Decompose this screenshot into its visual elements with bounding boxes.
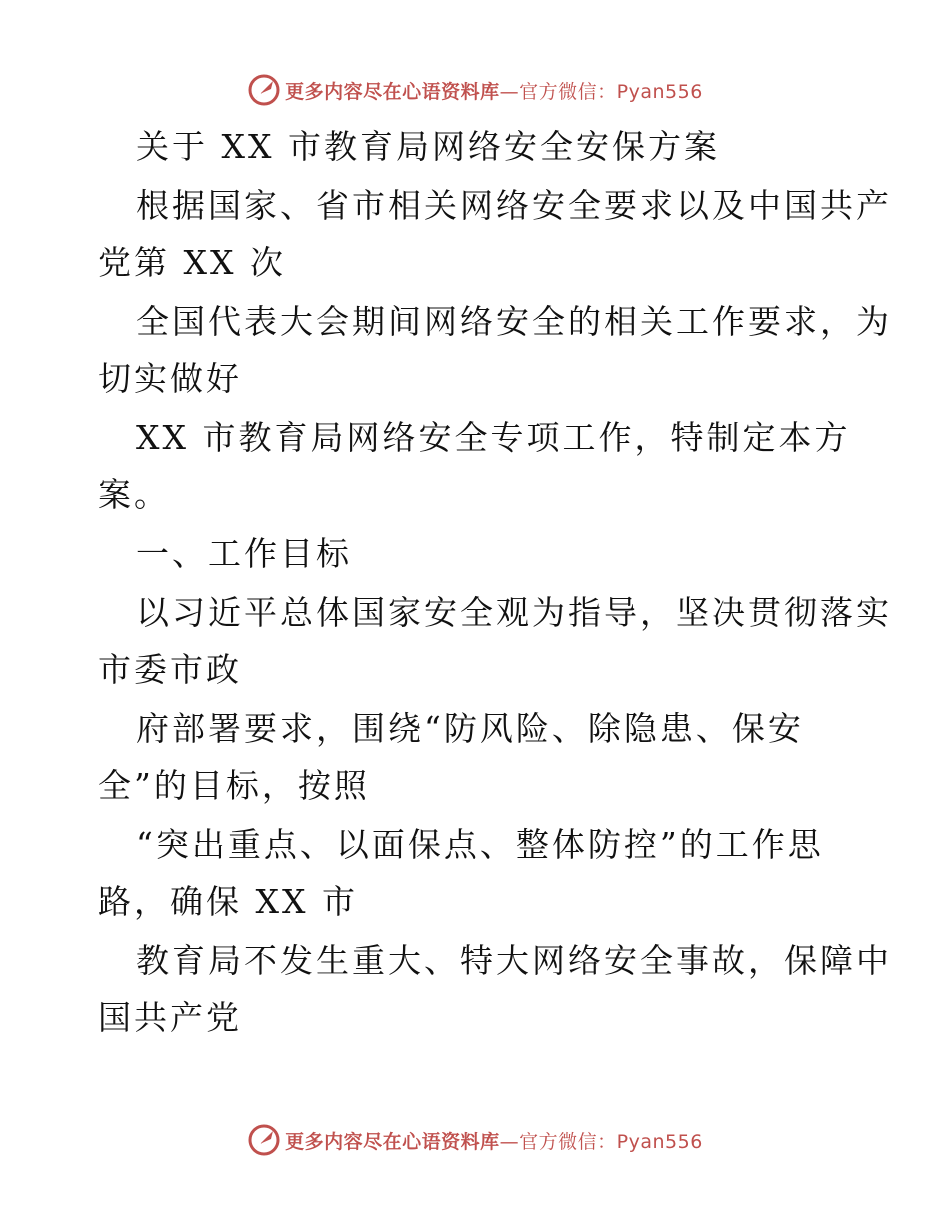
watermark-text: [285, 1127, 703, 1154]
watermark-tail: 官方微信：Pyan556: [519, 1130, 703, 1153]
doc-line: 根据国家、省市相关网络安全要求以及中国共产: [136, 186, 892, 225]
doc-line: 国共产党: [98, 998, 242, 1037]
watermark-dash: —: [499, 80, 520, 103]
doc-line: 路，确保 XX 市: [98, 882, 358, 921]
doc-line: 切实做好: [98, 359, 242, 398]
watermark-dash: —: [499, 1130, 520, 1153]
section-heading: 一、工作目标: [136, 534, 352, 573]
watermark-main: 更多内容尽在心语资料库: [285, 1130, 500, 1153]
doc-line: 党第 XX 次: [98, 243, 286, 282]
doc-line: 教育局不发生重大、特大网络安全事故，保障中: [136, 941, 892, 980]
watermark-main: 更多内容尽在心语资料库: [285, 80, 500, 103]
doc-line: 市委市政: [98, 650, 242, 689]
quill-logo-icon: [247, 1123, 281, 1157]
doc-line: 全”的目标，按照: [98, 766, 370, 805]
doc-line: “突出重点、以面保点、整体防控”的工作思: [136, 825, 824, 864]
footer-watermark: [0, 1122, 950, 1158]
doc-line: 案。: [98, 475, 170, 514]
doc-line: 以习近平总体国家安全观为指导，坚决贯彻落实: [136, 593, 892, 632]
watermark-tail: 官方微信：Pyan556: [519, 80, 703, 103]
doc-line: 府部署要求，围绕“防风险、除隐患、保安: [136, 709, 804, 748]
doc-line: XX 市教育局网络安全专项工作，特制定本方: [136, 418, 851, 457]
doc-line: 全国代表大会期间网络安全的相关工作要求，为: [136, 302, 892, 341]
doc-title: 关于 XX 市教育局网络安全安保方案: [136, 127, 720, 166]
